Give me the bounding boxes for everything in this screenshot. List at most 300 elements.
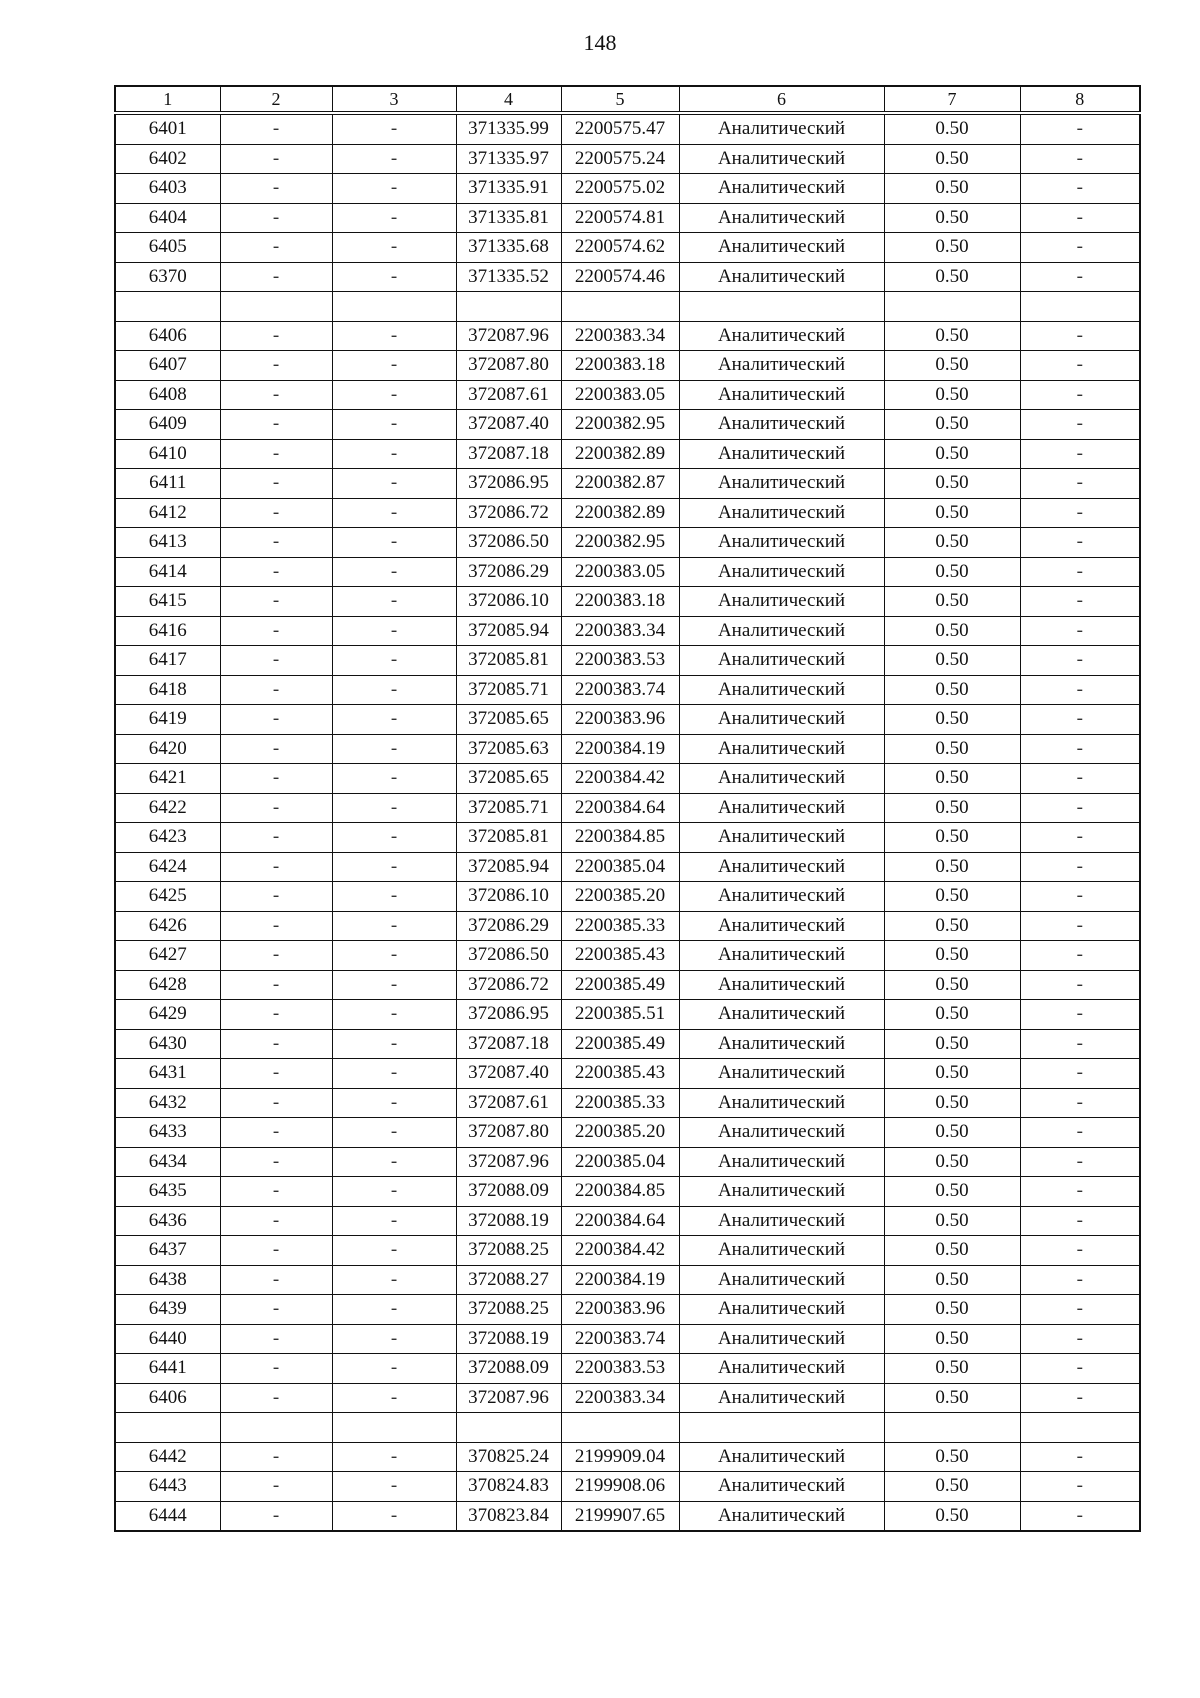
y-coordinate-cell: 2200383.34 bbox=[561, 321, 679, 351]
col2-cell: - bbox=[220, 1324, 332, 1354]
col3-cell: - bbox=[332, 1295, 456, 1325]
method-cell: Аналитический bbox=[679, 823, 884, 853]
point-number-cell: 6412 bbox=[115, 498, 220, 528]
accuracy-cell: 0.50 bbox=[884, 970, 1020, 1000]
x-coordinate-cell: 372087.18 bbox=[456, 1029, 561, 1059]
col2-cell: - bbox=[220, 1088, 332, 1118]
col8-cell: - bbox=[1020, 1354, 1140, 1384]
col8-cell: - bbox=[1020, 675, 1140, 705]
col2-cell: - bbox=[220, 911, 332, 941]
x-coordinate-cell: 372088.19 bbox=[456, 1206, 561, 1236]
col2-cell: - bbox=[220, 498, 332, 528]
point-number-cell: 6423 bbox=[115, 823, 220, 853]
col2-cell: - bbox=[220, 528, 332, 558]
col2-cell: - bbox=[220, 764, 332, 794]
col2-cell: - bbox=[220, 1029, 332, 1059]
table-row bbox=[115, 144, 1140, 174]
x-coordinate-cell: 372086.50 bbox=[456, 528, 561, 558]
table-row bbox=[115, 203, 1140, 233]
accuracy-cell: 0.50 bbox=[884, 1000, 1020, 1030]
table-row bbox=[115, 852, 1140, 882]
method-cell: Аналитический bbox=[679, 764, 884, 794]
col8-cell: - bbox=[1020, 144, 1140, 174]
table-row bbox=[115, 1354, 1140, 1384]
col3-cell: - bbox=[332, 1029, 456, 1059]
point-number-cell: 6409 bbox=[115, 410, 220, 440]
y-coordinate-cell: 2200385.20 bbox=[561, 1118, 679, 1148]
table-row bbox=[115, 528, 1140, 558]
table-row bbox=[115, 321, 1140, 351]
accuracy-cell: 0.50 bbox=[884, 646, 1020, 676]
accuracy-cell: 0.50 bbox=[884, 764, 1020, 794]
point-number-cell: 6429 bbox=[115, 1000, 220, 1030]
col8-cell: - bbox=[1020, 498, 1140, 528]
y-coordinate-cell: 2200385.51 bbox=[561, 1000, 679, 1030]
accuracy-cell: 0.50 bbox=[884, 1265, 1020, 1295]
accuracy-cell: 0.50 bbox=[884, 1088, 1020, 1118]
y-coordinate-cell: 2200384.85 bbox=[561, 1177, 679, 1207]
col3-cell: - bbox=[332, 410, 456, 440]
col2-cell: - bbox=[220, 616, 332, 646]
col2-cell: - bbox=[220, 1501, 332, 1531]
point-number-cell: 6405 bbox=[115, 233, 220, 263]
col8-cell: - bbox=[1020, 380, 1140, 410]
accuracy-cell: 0.50 bbox=[884, 793, 1020, 823]
col2-cell: - bbox=[220, 941, 332, 971]
method-cell: Аналитический bbox=[679, 380, 884, 410]
x-coordinate-cell: 370825.24 bbox=[456, 1442, 561, 1472]
col2-cell: - bbox=[220, 203, 332, 233]
col8-cell: - bbox=[1020, 469, 1140, 499]
x-coordinate-cell: 371335.91 bbox=[456, 174, 561, 204]
table-separator-row bbox=[115, 292, 1140, 322]
y-coordinate-cell: 2200385.20 bbox=[561, 882, 679, 912]
table-row bbox=[115, 351, 1140, 381]
method-cell: Аналитический bbox=[679, 557, 884, 587]
y-coordinate-cell: 2200574.62 bbox=[561, 233, 679, 263]
col3-cell: - bbox=[332, 1265, 456, 1295]
col8-cell: - bbox=[1020, 1147, 1140, 1177]
col3-cell: - bbox=[332, 616, 456, 646]
point-number-cell: 6403 bbox=[115, 174, 220, 204]
point-number-cell: 6407 bbox=[115, 351, 220, 381]
y-coordinate-cell: 2200383.96 bbox=[561, 1295, 679, 1325]
table-header-row bbox=[115, 86, 1140, 113]
y-coordinate-cell: 2200383.53 bbox=[561, 1354, 679, 1384]
method-cell: Аналитический bbox=[679, 469, 884, 499]
col2-cell bbox=[220, 292, 332, 322]
column-header: 1 bbox=[115, 86, 220, 113]
accuracy-cell: 0.50 bbox=[884, 113, 1020, 144]
accuracy-cell: 0.50 bbox=[884, 469, 1020, 499]
accuracy-cell: 0.50 bbox=[884, 1295, 1020, 1325]
point-number-cell: 6437 bbox=[115, 1236, 220, 1266]
method-cell: Аналитический bbox=[679, 351, 884, 381]
accuracy-cell: 0.50 bbox=[884, 410, 1020, 440]
x-coordinate-cell: 372087.18 bbox=[456, 439, 561, 469]
table-row bbox=[115, 793, 1140, 823]
method-cell: Аналитический bbox=[679, 1442, 884, 1472]
col8-cell: - bbox=[1020, 1324, 1140, 1354]
y-coordinate-cell: 2199908.06 bbox=[561, 1472, 679, 1502]
method-cell: Аналитический bbox=[679, 1383, 884, 1413]
point-number-cell: 6416 bbox=[115, 616, 220, 646]
method-cell: Аналитический bbox=[679, 233, 884, 263]
point-number-cell: 6420 bbox=[115, 734, 220, 764]
y-coordinate-cell: 2200384.19 bbox=[561, 1265, 679, 1295]
accuracy-cell: 0.50 bbox=[884, 1206, 1020, 1236]
point-number-cell: 6406 bbox=[115, 1383, 220, 1413]
table-row bbox=[115, 1472, 1140, 1502]
point-number-cell: 6444 bbox=[115, 1501, 220, 1531]
col3-cell: - bbox=[332, 1059, 456, 1089]
col3-cell bbox=[332, 292, 456, 322]
col3-cell: - bbox=[332, 1501, 456, 1531]
col3-cell: - bbox=[332, 1472, 456, 1502]
col3-cell: - bbox=[332, 144, 456, 174]
method-cell: Аналитический bbox=[679, 882, 884, 912]
column-header: 4 bbox=[456, 86, 561, 113]
col3-cell: - bbox=[332, 203, 456, 233]
y-coordinate-cell: 2200383.05 bbox=[561, 557, 679, 587]
col3-cell: - bbox=[332, 262, 456, 292]
x-coordinate-cell: 372085.71 bbox=[456, 675, 561, 705]
col2-cell: - bbox=[220, 823, 332, 853]
table-row bbox=[115, 1088, 1140, 1118]
method-cell: Аналитический bbox=[679, 174, 884, 204]
col3-cell: - bbox=[332, 351, 456, 381]
col8-cell: - bbox=[1020, 233, 1140, 263]
col8-cell: - bbox=[1020, 1000, 1140, 1030]
col3-cell: - bbox=[332, 1177, 456, 1207]
col8-cell: - bbox=[1020, 941, 1140, 971]
col8-cell: - bbox=[1020, 1265, 1140, 1295]
table-row bbox=[115, 764, 1140, 794]
col8-cell: - bbox=[1020, 646, 1140, 676]
accuracy-cell: 0.50 bbox=[884, 439, 1020, 469]
table-row bbox=[115, 262, 1140, 292]
x-coordinate-cell: 372087.61 bbox=[456, 1088, 561, 1118]
table-row bbox=[115, 587, 1140, 617]
col8-cell: - bbox=[1020, 793, 1140, 823]
point-number-cell: 6432 bbox=[115, 1088, 220, 1118]
point-number-cell: 6440 bbox=[115, 1324, 220, 1354]
col3-cell: - bbox=[332, 113, 456, 144]
col2-cell: - bbox=[220, 174, 332, 204]
x-coordinate-cell: 372085.94 bbox=[456, 852, 561, 882]
x-coordinate-cell: 372085.81 bbox=[456, 646, 561, 676]
col3-cell: - bbox=[332, 793, 456, 823]
table-row bbox=[115, 498, 1140, 528]
table-row bbox=[115, 1442, 1140, 1472]
y-coordinate-cell: 2200385.04 bbox=[561, 852, 679, 882]
col8-cell: - bbox=[1020, 823, 1140, 853]
column-header: 5 bbox=[561, 86, 679, 113]
point-number-cell: 6431 bbox=[115, 1059, 220, 1089]
point-number-cell: 6425 bbox=[115, 882, 220, 912]
table-row bbox=[115, 1118, 1140, 1148]
col3-cell: - bbox=[332, 528, 456, 558]
x-coordinate-cell: 372087.40 bbox=[456, 410, 561, 440]
method-cell: Аналитический bbox=[679, 1118, 884, 1148]
point-number-cell: 6406 bbox=[115, 321, 220, 351]
col8-cell: - bbox=[1020, 557, 1140, 587]
col2-cell: - bbox=[220, 1118, 332, 1148]
point-number-cell: 6424 bbox=[115, 852, 220, 882]
method-cell: Аналитический bbox=[679, 410, 884, 440]
y-coordinate-cell: 2200385.49 bbox=[561, 970, 679, 1000]
x-coordinate-cell: 372088.19 bbox=[456, 1324, 561, 1354]
y-coordinate-cell: 2200384.42 bbox=[561, 764, 679, 794]
col3-cell: - bbox=[332, 1383, 456, 1413]
col2-cell: - bbox=[220, 1295, 332, 1325]
col3-cell: - bbox=[332, 233, 456, 263]
point-number-cell bbox=[115, 1413, 220, 1443]
accuracy-cell: 0.50 bbox=[884, 675, 1020, 705]
method-cell: Аналитический bbox=[679, 321, 884, 351]
col3-cell: - bbox=[332, 1236, 456, 1266]
y-coordinate-cell: 2200574.81 bbox=[561, 203, 679, 233]
method-cell: Аналитический bbox=[679, 1354, 884, 1384]
x-coordinate-cell: 372086.95 bbox=[456, 1000, 561, 1030]
point-number-cell: 6404 bbox=[115, 203, 220, 233]
col2-cell: - bbox=[220, 852, 332, 882]
x-coordinate-cell: 372086.29 bbox=[456, 557, 561, 587]
accuracy-cell: 0.50 bbox=[884, 587, 1020, 617]
col2-cell: - bbox=[220, 793, 332, 823]
y-coordinate-cell: 2200383.34 bbox=[561, 1383, 679, 1413]
col3-cell: - bbox=[332, 380, 456, 410]
col8-cell: - bbox=[1020, 1029, 1140, 1059]
table-row bbox=[115, 970, 1140, 1000]
column-header: 8 bbox=[1020, 86, 1140, 113]
coordinates-table bbox=[114, 85, 1141, 1532]
x-coordinate-cell: 372088.09 bbox=[456, 1177, 561, 1207]
col3-cell: - bbox=[332, 321, 456, 351]
col3-cell: - bbox=[332, 764, 456, 794]
x-coordinate-cell: 372087.61 bbox=[456, 380, 561, 410]
table-row bbox=[115, 1236, 1140, 1266]
col8-cell: - bbox=[1020, 1472, 1140, 1502]
column-header: 6 bbox=[679, 86, 884, 113]
col8-cell: - bbox=[1020, 1177, 1140, 1207]
accuracy-cell: 0.50 bbox=[884, 941, 1020, 971]
y-coordinate-cell: 2200383.18 bbox=[561, 351, 679, 381]
point-number-cell: 6442 bbox=[115, 1442, 220, 1472]
x-coordinate-cell: 372085.94 bbox=[456, 616, 561, 646]
col3-cell: - bbox=[332, 823, 456, 853]
point-number-cell: 6443 bbox=[115, 1472, 220, 1502]
y-coordinate-cell: 2200383.05 bbox=[561, 380, 679, 410]
col2-cell: - bbox=[220, 1472, 332, 1502]
point-number-cell: 6435 bbox=[115, 1177, 220, 1207]
accuracy-cell: 0.50 bbox=[884, 705, 1020, 735]
col2-cell: - bbox=[220, 144, 332, 174]
col8-cell: - bbox=[1020, 1118, 1140, 1148]
col2-cell: - bbox=[220, 233, 332, 263]
col8-cell: - bbox=[1020, 113, 1140, 144]
col2-cell: - bbox=[220, 734, 332, 764]
x-coordinate-cell: 372086.72 bbox=[456, 498, 561, 528]
accuracy-cell: 0.50 bbox=[884, 1059, 1020, 1089]
point-number-cell: 6410 bbox=[115, 439, 220, 469]
x-coordinate-cell: 372085.63 bbox=[456, 734, 561, 764]
col8-cell: - bbox=[1020, 970, 1140, 1000]
col2-cell: - bbox=[220, 1147, 332, 1177]
col2-cell: - bbox=[220, 1206, 332, 1236]
point-number-cell: 6426 bbox=[115, 911, 220, 941]
table-row bbox=[115, 882, 1140, 912]
table-row bbox=[115, 1295, 1140, 1325]
x-coordinate-cell: 372085.65 bbox=[456, 764, 561, 794]
x-coordinate-cell: 372088.25 bbox=[456, 1236, 561, 1266]
table-separator-row bbox=[115, 1413, 1140, 1443]
table-row bbox=[115, 1501, 1140, 1531]
col3-cell: - bbox=[332, 675, 456, 705]
table-row bbox=[115, 439, 1140, 469]
point-number-cell: 6402 bbox=[115, 144, 220, 174]
accuracy-cell: 0.50 bbox=[884, 557, 1020, 587]
table-row bbox=[115, 734, 1140, 764]
accuracy-cell: 0.50 bbox=[884, 380, 1020, 410]
x-coordinate-cell: 372086.95 bbox=[456, 469, 561, 499]
col8-cell: - bbox=[1020, 1236, 1140, 1266]
x-coordinate-cell bbox=[456, 292, 561, 322]
x-coordinate-cell: 372086.29 bbox=[456, 911, 561, 941]
y-coordinate-cell: 2200385.33 bbox=[561, 1088, 679, 1118]
col2-cell: - bbox=[220, 439, 332, 469]
method-cell: Аналитический bbox=[679, 911, 884, 941]
accuracy-cell: 0.50 bbox=[884, 1383, 1020, 1413]
x-coordinate-cell: 372087.96 bbox=[456, 321, 561, 351]
col8-cell: - bbox=[1020, 351, 1140, 381]
x-coordinate-cell: 371335.68 bbox=[456, 233, 561, 263]
col3-cell: - bbox=[332, 174, 456, 204]
accuracy-cell bbox=[884, 1413, 1020, 1443]
x-coordinate-cell: 370824.83 bbox=[456, 1472, 561, 1502]
table-row bbox=[115, 911, 1140, 941]
table-row bbox=[115, 823, 1140, 853]
col8-cell: - bbox=[1020, 1295, 1140, 1325]
col2-cell: - bbox=[220, 705, 332, 735]
point-number-cell: 6414 bbox=[115, 557, 220, 587]
method-cell: Аналитический bbox=[679, 439, 884, 469]
method-cell: Аналитический bbox=[679, 1059, 884, 1089]
col2-cell: - bbox=[220, 113, 332, 144]
col2-cell: - bbox=[220, 351, 332, 381]
col3-cell: - bbox=[332, 469, 456, 499]
accuracy-cell: 0.50 bbox=[884, 1118, 1020, 1148]
y-coordinate-cell: 2200384.42 bbox=[561, 1236, 679, 1266]
y-coordinate-cell: 2200385.43 bbox=[561, 1059, 679, 1089]
method-cell: Аналитический bbox=[679, 528, 884, 558]
x-coordinate-cell: 372086.10 bbox=[456, 587, 561, 617]
method-cell: Аналитический bbox=[679, 852, 884, 882]
col2-cell: - bbox=[220, 882, 332, 912]
method-cell: Аналитический bbox=[679, 1324, 884, 1354]
col8-cell: - bbox=[1020, 174, 1140, 204]
method-cell: Аналитический bbox=[679, 587, 884, 617]
point-number-cell bbox=[115, 292, 220, 322]
column-header: 3 bbox=[332, 86, 456, 113]
col3-cell: - bbox=[332, 734, 456, 764]
col3-cell: - bbox=[332, 557, 456, 587]
x-coordinate-cell: 372087.80 bbox=[456, 351, 561, 381]
col3-cell: - bbox=[332, 1324, 456, 1354]
col8-cell: - bbox=[1020, 1206, 1140, 1236]
x-coordinate-cell: 372086.10 bbox=[456, 882, 561, 912]
col2-cell: - bbox=[220, 410, 332, 440]
col3-cell: - bbox=[332, 1147, 456, 1177]
table-row bbox=[115, 1000, 1140, 1030]
col8-cell: - bbox=[1020, 528, 1140, 558]
method-cell: Аналитический bbox=[679, 144, 884, 174]
y-coordinate-cell: 2200382.89 bbox=[561, 439, 679, 469]
y-coordinate-cell: 2200575.47 bbox=[561, 113, 679, 144]
point-number-cell: 6428 bbox=[115, 970, 220, 1000]
method-cell: Аналитический bbox=[679, 1236, 884, 1266]
col2-cell: - bbox=[220, 587, 332, 617]
page-number: 148 bbox=[583, 30, 617, 55]
method-cell bbox=[679, 1413, 884, 1443]
table-row bbox=[115, 1029, 1140, 1059]
y-coordinate-cell: 2200383.53 bbox=[561, 646, 679, 676]
x-coordinate-cell: 371335.81 bbox=[456, 203, 561, 233]
x-coordinate-cell: 372085.81 bbox=[456, 823, 561, 853]
y-coordinate-cell: 2199909.04 bbox=[561, 1442, 679, 1472]
method-cell: Аналитический bbox=[679, 675, 884, 705]
column-header: 7 bbox=[884, 86, 1020, 113]
table-row bbox=[115, 1265, 1140, 1295]
accuracy-cell: 0.50 bbox=[884, 823, 1020, 853]
col3-cell: - bbox=[332, 1118, 456, 1148]
col3-cell: - bbox=[332, 1206, 456, 1236]
point-number-cell: 6411 bbox=[115, 469, 220, 499]
accuracy-cell: 0.50 bbox=[884, 321, 1020, 351]
method-cell: Аналитический bbox=[679, 705, 884, 735]
point-number-cell: 6370 bbox=[115, 262, 220, 292]
col2-cell: - bbox=[220, 1059, 332, 1089]
col8-cell: - bbox=[1020, 587, 1140, 617]
y-coordinate-cell: 2200382.95 bbox=[561, 528, 679, 558]
col3-cell: - bbox=[332, 587, 456, 617]
col3-cell: - bbox=[332, 970, 456, 1000]
method-cell: Аналитический bbox=[679, 498, 884, 528]
accuracy-cell: 0.50 bbox=[884, 911, 1020, 941]
y-coordinate-cell: 2200575.02 bbox=[561, 174, 679, 204]
y-coordinate-cell: 2200383.18 bbox=[561, 587, 679, 617]
accuracy-cell: 0.50 bbox=[884, 528, 1020, 558]
accuracy-cell: 0.50 bbox=[884, 1324, 1020, 1354]
y-coordinate-cell: 2200384.64 bbox=[561, 793, 679, 823]
y-coordinate-cell: 2200383.74 bbox=[561, 675, 679, 705]
table-row bbox=[115, 1059, 1140, 1089]
column-header: 2 bbox=[220, 86, 332, 113]
x-coordinate-cell: 370823.84 bbox=[456, 1501, 561, 1531]
col8-cell: - bbox=[1020, 321, 1140, 351]
x-coordinate-cell: 372088.09 bbox=[456, 1354, 561, 1384]
col3-cell: - bbox=[332, 852, 456, 882]
point-number-cell: 6421 bbox=[115, 764, 220, 794]
col8-cell: - bbox=[1020, 1059, 1140, 1089]
point-number-cell: 6417 bbox=[115, 646, 220, 676]
table-row bbox=[115, 380, 1140, 410]
point-number-cell: 6436 bbox=[115, 1206, 220, 1236]
y-coordinate-cell: 2200382.87 bbox=[561, 469, 679, 499]
col2-cell: - bbox=[220, 1265, 332, 1295]
col2-cell: - bbox=[220, 675, 332, 705]
point-number-cell: 6434 bbox=[115, 1147, 220, 1177]
